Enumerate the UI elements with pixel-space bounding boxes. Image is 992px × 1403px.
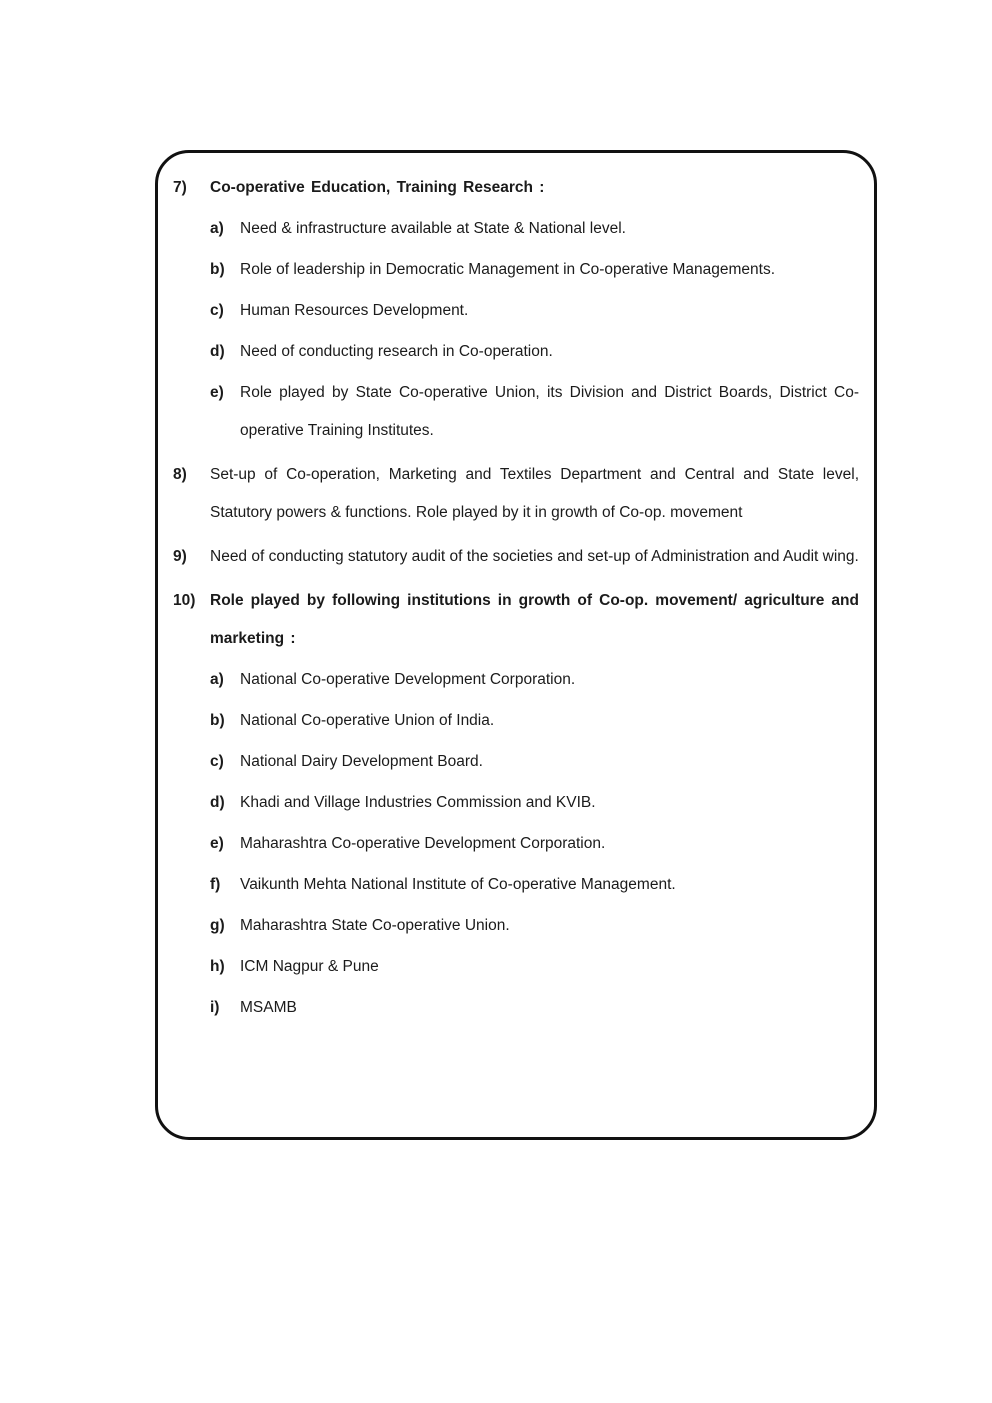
sub-item-letter: h) [210, 958, 225, 975]
sub-item [210, 210, 859, 248]
sub-item [210, 251, 859, 289]
sub-item-text: Need & infrastructure available at State & National level. [240, 220, 626, 237]
sub-item-text: National Dairy Development Board. [240, 753, 483, 770]
sub-item-text: ICM Nagpur & Pune [240, 958, 379, 975]
item-number: 10) [173, 592, 196, 609]
sub-item [210, 292, 859, 330]
sub-item [210, 825, 859, 863]
sub-item-text: Khadi and Village Industries Commission and KVIB. [240, 794, 596, 811]
sub-item-text: Human Resources Development. [240, 302, 469, 319]
sub-item-letter: d) [210, 343, 225, 360]
sub-item-text: National Co-operative Development Corporation. [240, 671, 576, 688]
item-text: Set-up of Co-operation, Marketing and Textiles Department and Central and State level, Statutory powers & functions. Role played by it in growth of Co-op. movement [210, 466, 859, 521]
sub-item [210, 661, 859, 699]
item-number: 9) [173, 548, 187, 565]
sub-item-letter: a) [210, 220, 224, 237]
list-item [173, 538, 859, 579]
item-body [210, 582, 859, 1030]
sub-item [210, 907, 859, 945]
sub-item-letter: a) [210, 671, 224, 688]
sub-item-text: Vaikunth Mehta National Institute of Co-operative Management. [240, 876, 676, 893]
sub-item-text: National Co-operative Union of India. [240, 712, 495, 729]
item-list [173, 169, 859, 1030]
sub-item [210, 784, 859, 822]
sub-item-letter: f) [210, 876, 221, 893]
sub-item-letter: e) [210, 835, 224, 852]
list-item [173, 456, 859, 535]
sub-item-text: Maharashtra Co-operative Development Corporation. [240, 835, 606, 852]
sub-item-text: Role played by State Co-operative Union, its Division and District Boards, District Co-operative Training Institutes. [240, 384, 859, 439]
item-text: Role played by following institutions in growth of Co-op. movement/ agriculture and marketing : [210, 592, 859, 647]
item-text: Co-operative Education, Training Research : [210, 179, 545, 196]
sub-item-text: Role of leadership in Democratic Management in Co-operative Managements. [240, 261, 776, 278]
sub-item [210, 702, 859, 740]
item-text: Need of conducting statutory audit of the societies and set-up of Administration and Audit wing. [210, 548, 859, 565]
sub-item-letter: c) [210, 302, 224, 319]
sub-item-letter: g) [210, 917, 225, 934]
sub-item [210, 333, 859, 371]
sub-item [210, 866, 859, 904]
item-body [210, 169, 859, 453]
list-item [173, 169, 859, 453]
sub-item-text: MSAMB [240, 999, 297, 1016]
content-box [155, 150, 877, 1140]
sub-item-letter: d) [210, 794, 225, 811]
item-body [210, 538, 859, 579]
item-body [210, 456, 859, 535]
sub-item-text: Maharashtra State Co-operative Union. [240, 917, 510, 934]
list-item [173, 582, 859, 1030]
sub-item [210, 743, 859, 781]
sub-item [210, 948, 859, 986]
sub-item-letter: e) [210, 384, 224, 401]
sub-item-letter: b) [210, 712, 225, 729]
sub-item-letter: i) [210, 999, 220, 1016]
item-number: 8) [173, 466, 187, 483]
sub-item [210, 374, 859, 450]
sub-item-text: Need of conducting research in Co-operation. [240, 343, 553, 360]
sub-item-letter: b) [210, 261, 225, 278]
sub-item [210, 989, 859, 1027]
sub-item-letter: c) [210, 753, 224, 770]
item-number: 7) [173, 179, 187, 196]
